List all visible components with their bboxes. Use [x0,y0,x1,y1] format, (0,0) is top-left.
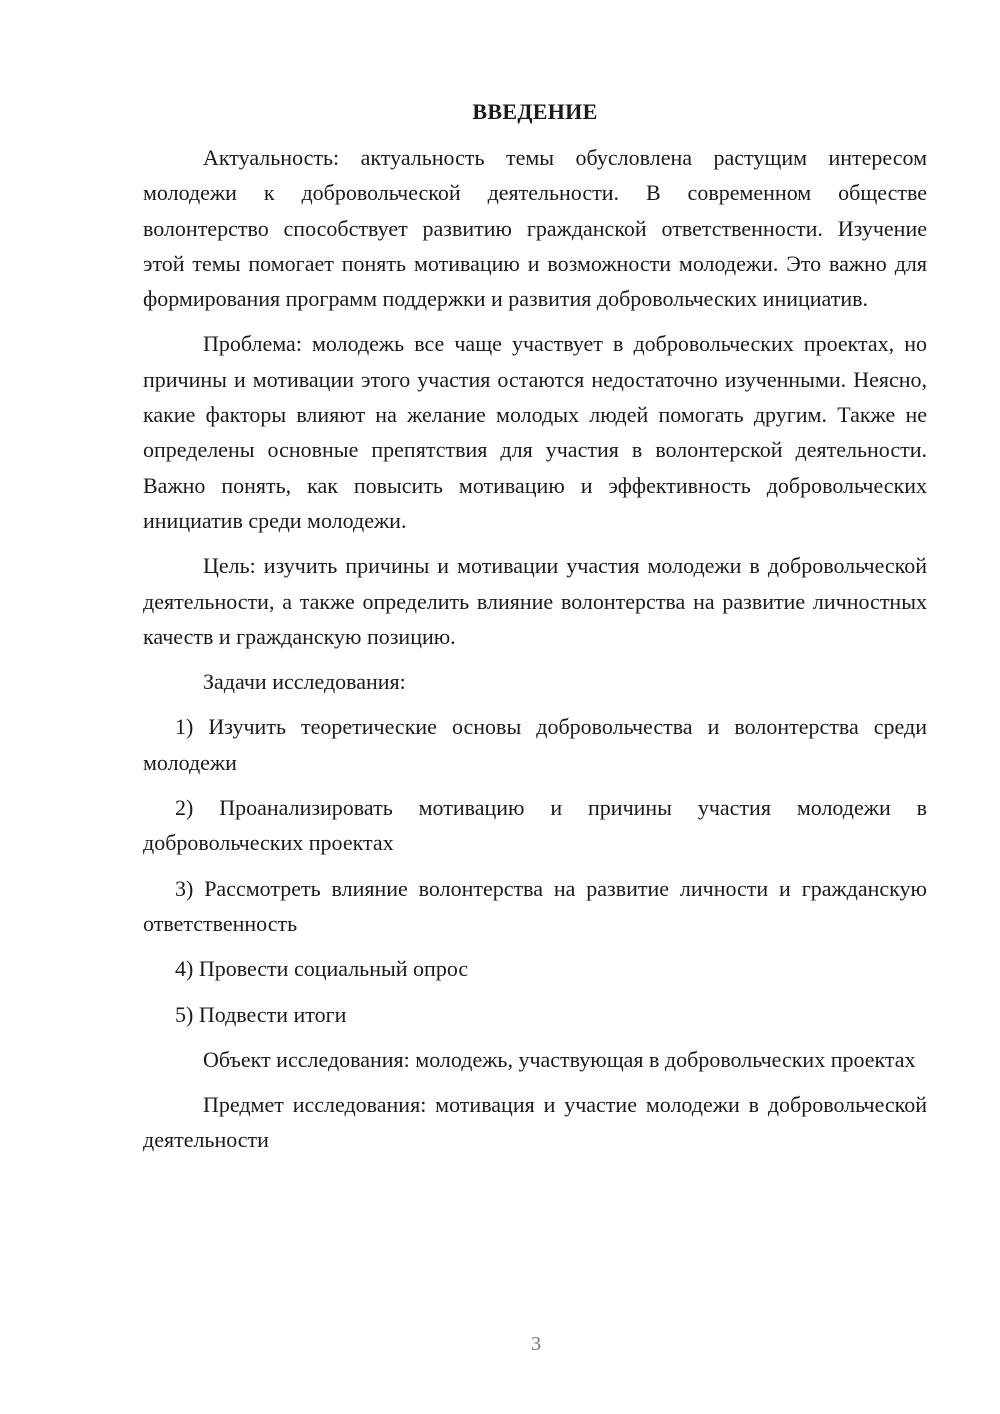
document-page [143,94,927,1168]
paragraph-problem: Проблема: молодежь все чаще участвует в добровольческих проектах, но причины и мотивации этого участия остаются недостаточно изученными. Неясно, какие факторы влияют на желание молодых людей помогать другим. Также не определены основные препятствия для участия в волонтерской деятельности. Важно понять, как повысить мотивацию и эффективность добровольческих инициатив среди молодежи. [143,331,927,533]
task-item: 4) Провести социальный опрос [175,956,469,982]
paragraph-tasks-heading: Задачи исследования: [203,669,406,695]
task-item: 5) Подвести итоги [175,1001,347,1027]
task-item: 3) Рассмотреть влияние волонтерства на развитие личности и гражданскую ответственность [143,875,927,936]
paragraph-relevance: Актуальность: актуальность темы обусловлена растущим интересом молодежи к добровольческой деятельности. В современном обществе волонтерство способствует развитию гражданской ответственности. Изучение этой темы помогает понять мотивацию и возможности молодежи. Это важно для формирования программ поддержки и развития добровольческих инициатив. [143,145,927,312]
task-item: 1) Изучить теоретические основы добровольчества и волонтерства среди молодежи [143,714,927,775]
paragraph-subject: Предмет исследования: мотивация и участие молодежи в добровольческой деятельности [143,1092,927,1153]
section-title: ВВЕДЕНИЕ [472,99,598,124]
paragraph-goal: Цель: изучить причины и мотивации участия молодежи в добровольческой деятельности, а также определить влияние волонтерства на развитие личностных качеств и гражданскую позицию. [143,553,927,649]
page-number: 3 [531,1333,541,1355]
paragraph-object: Объект исследования: молодежь, участвующая в добровольческих проектах [203,1046,916,1072]
task-item: 2) Проанализировать мотивацию и причины участия молодежи в добровольческих проектах [143,795,927,856]
